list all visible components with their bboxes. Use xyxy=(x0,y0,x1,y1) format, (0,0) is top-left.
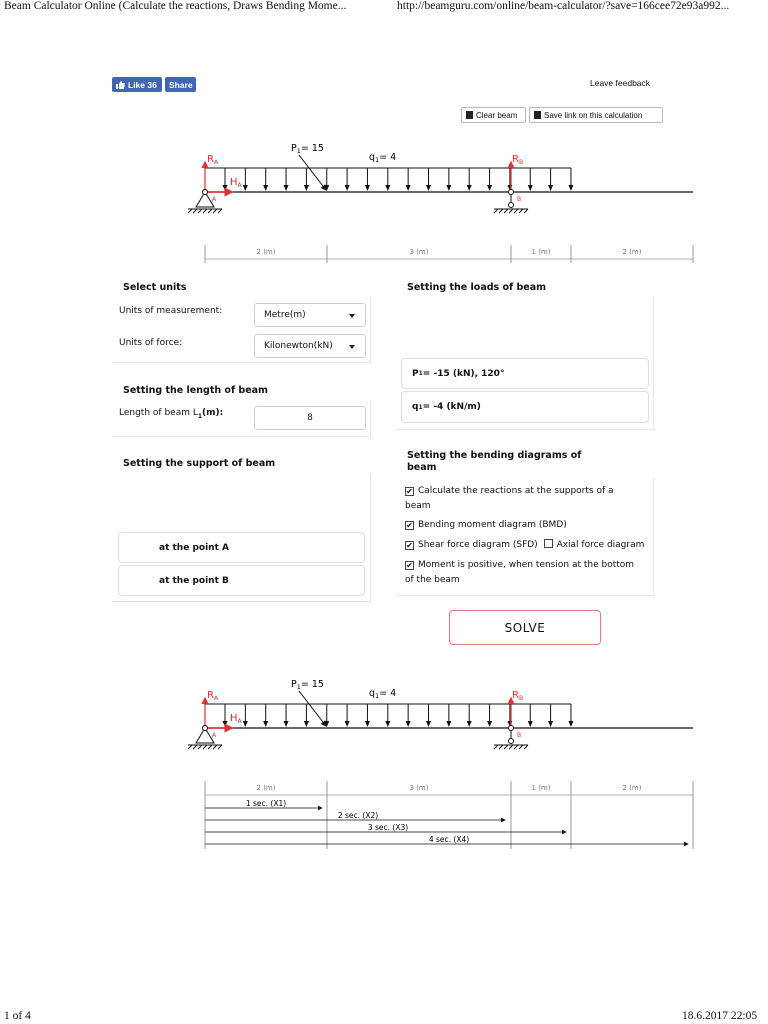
dimension-label: 2 (m) xyxy=(622,784,642,792)
load-p-label: $P_1= 15$ xyxy=(291,143,324,155)
beam-diagram-top xyxy=(0,135,768,270)
reaction-b-label: $R_B$ xyxy=(512,690,524,702)
arrowhead xyxy=(426,185,431,191)
dimension-label: 1 (m) xyxy=(531,784,551,792)
solve-button[interactable]: SOLVE xyxy=(449,610,601,645)
arrowhead xyxy=(263,185,268,191)
leave-feedback-link[interactable]: Leave feedback xyxy=(590,78,651,88)
print-footer-page: 1 of 4 xyxy=(4,1010,31,1022)
point-load-arrow xyxy=(299,691,326,726)
arrowhead xyxy=(487,185,492,191)
save-link-button[interactable] xyxy=(529,107,663,123)
arrowhead xyxy=(223,185,228,191)
reaction-a-label: $R_A$ xyxy=(207,154,219,166)
section-label-4: 4 sec. (X4) xyxy=(428,835,470,844)
pin-support-a xyxy=(188,726,222,750)
load-item-p1[interactable]: P 1 = -15 (kN), 120° xyxy=(401,358,649,389)
distributed-load-arrows xyxy=(223,704,574,727)
load-p-label: $P_1= 15$ xyxy=(291,679,324,691)
units-measure-select[interactable] xyxy=(254,303,366,327)
arrowhead xyxy=(365,721,370,727)
print-footer-datetime: 18.6.2017 22:05 xyxy=(682,1010,758,1022)
arrowhead xyxy=(548,185,553,191)
checkbox-checked-icon[interactable]: ✔ xyxy=(406,487,413,496)
dimension-line xyxy=(205,245,693,263)
arrowhead xyxy=(304,185,309,191)
reaction-b-label: $R_B$ xyxy=(512,154,524,166)
arrowhead xyxy=(284,721,289,727)
arrowhead xyxy=(568,185,573,191)
dimension-label: 2 (m) xyxy=(256,248,276,256)
arrowhead xyxy=(467,721,472,727)
support-b-label: B xyxy=(517,196,522,203)
units-force-select[interactable] xyxy=(254,334,366,358)
arrowhead xyxy=(467,185,472,191)
thumbs-up-icon xyxy=(116,81,125,89)
arrowhead xyxy=(365,185,370,191)
roller-support-b xyxy=(494,190,528,214)
arrowhead xyxy=(243,721,248,727)
diagrams-panel-title: Setting the bending diagrams of beam xyxy=(407,450,582,473)
arrowhead xyxy=(263,721,268,727)
caret-down-icon xyxy=(349,345,355,349)
loads-panel-title: Setting the loads of beam xyxy=(407,282,547,293)
floppy-disk-icon xyxy=(534,111,541,119)
arrowhead xyxy=(487,721,492,727)
arrowhead xyxy=(426,721,431,727)
arrowhead xyxy=(345,185,350,191)
support-a-label: A xyxy=(212,196,217,203)
clear-beam-button[interactable] xyxy=(461,107,526,123)
units-panel-title: Select units xyxy=(123,282,187,293)
print-header-url: http://beamguru.com/online/beam-calculator/?save=166cee72e93a992... xyxy=(397,0,730,12)
arrowhead xyxy=(528,185,533,191)
distributed-load-arrows xyxy=(223,168,574,191)
dimension-label: 3 (m) xyxy=(409,248,429,256)
option-afd[interactable]: Axial force diagram xyxy=(556,540,645,550)
like-label: Like xyxy=(128,79,146,90)
option-reactions[interactable]: ✔ Calculate the reactions at the supports of a beam xyxy=(405,486,614,511)
arrowhead xyxy=(284,185,289,191)
section-label-2: 2 sec. (X2) xyxy=(337,811,379,820)
dimension-label: 2 (m) xyxy=(622,248,642,256)
horizontal-a-label: $H_A$ xyxy=(230,177,242,189)
horizontal-a-label: $H_A$ xyxy=(230,713,242,725)
option-bmd[interactable]: ✔ Bending moment diagram (BMD) xyxy=(406,520,567,530)
option-sfd[interactable]: ✔ Shear force diagram (SFD) Axial force diagram xyxy=(406,540,645,550)
arrowhead xyxy=(243,185,248,191)
length-label: Length of beam $L_1(m)$: xyxy=(119,408,224,420)
units-force-label: Units of force: xyxy=(119,338,183,348)
save-link-label: Save link on this calculation xyxy=(544,110,643,120)
checkbox-checked-icon[interactable]: ✔ xyxy=(406,561,413,570)
checkbox-unchecked-icon[interactable] xyxy=(544,539,553,548)
dimension-label: 3 (m) xyxy=(409,784,429,792)
dimension-label: 1 (m) xyxy=(531,248,551,256)
arrowhead xyxy=(223,721,228,727)
support-item-a[interactable]: at the point A xyxy=(118,532,365,563)
caret-down-icon xyxy=(349,314,355,318)
beam-diagram-bottom xyxy=(0,671,768,851)
dimension-label: 2 (m) xyxy=(256,784,276,792)
reaction-a-label: $R_A$ xyxy=(207,690,219,702)
load-q-label: $q_1= 4$ xyxy=(369,688,397,700)
facebook-share-button[interactable]: Share xyxy=(165,77,196,92)
arrowhead xyxy=(385,721,390,727)
option-positive-moment[interactable]: ✔ Moment is positive, when tension at the bottom of the beam xyxy=(405,560,635,585)
load-q-label: $q_1= 4$ xyxy=(369,152,397,164)
support-b-label: B xyxy=(517,732,522,739)
arrowhead xyxy=(406,185,411,191)
units-force-value: Kilonewton(kN) xyxy=(264,341,333,351)
load-item-q1[interactable]: q 1 = -4 (kN/m) xyxy=(401,391,649,423)
arrowhead xyxy=(568,721,573,727)
facebook-like-button[interactable] xyxy=(112,77,162,92)
print-header-title: Beam Calculator Online (Calculate the reactions, Draws Bending Mome... xyxy=(4,0,347,12)
checkbox-checked-icon[interactable]: ✔ xyxy=(406,541,413,550)
units-measure-label: Units of measurement: xyxy=(119,306,223,316)
roller-support-b xyxy=(494,726,528,750)
point-load-arrow xyxy=(299,155,326,190)
arrowhead xyxy=(446,721,451,727)
arrowhead xyxy=(548,721,553,727)
arrowhead xyxy=(345,721,350,727)
checkbox-checked-icon[interactable]: ✔ xyxy=(406,521,413,530)
length-input[interactable]: 8 xyxy=(254,406,366,430)
arrowhead xyxy=(528,721,533,727)
section-label-3: 3 sec. (X3) xyxy=(367,823,409,832)
pin-support-a xyxy=(188,190,222,214)
arrowhead xyxy=(406,721,411,727)
support-item-b[interactable]: at the point B xyxy=(118,565,365,596)
arrowhead xyxy=(446,185,451,191)
like-count: 36 xyxy=(147,79,157,90)
section-label-1: 1 sec. (X1) xyxy=(245,799,287,808)
arrowhead xyxy=(385,185,390,191)
trash-icon xyxy=(466,111,473,119)
support-a-label: A xyxy=(212,732,217,739)
support-panel-title: Setting the support of beam xyxy=(123,458,276,469)
arrowhead xyxy=(304,721,309,727)
clear-beam-label: Clear beam xyxy=(476,110,518,120)
units-measure-value: Metre(m) xyxy=(264,310,306,320)
length-panel-title: Setting the length of beam xyxy=(123,385,268,396)
